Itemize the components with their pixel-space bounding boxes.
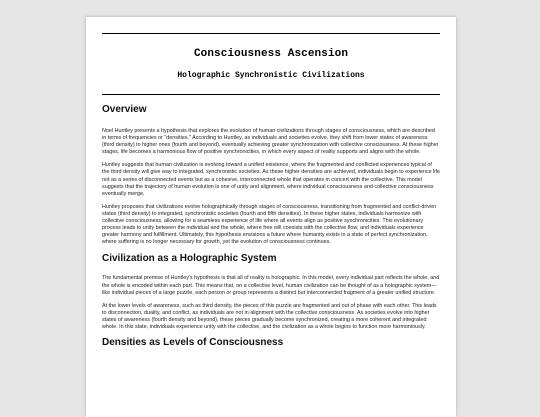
paragraph: Noel Huntley presents a hypothesis that explores the evolution of human civilizations through stages of consciousness, which are described in terms of frequencies or "densities." According to Huntley, as individuals and societies evolve, they shift from lower states of awareness (third density) to higher ones (fourth and beyond), eventually achieving greater synchronization with collective consciousness. At these higher stages, life becomes a harmonious flow of positive synchronicities, in which every aspect of reality supports and aligns with the whole. (102, 128, 439, 156)
paragraph: The fundamental premise of Huntley's hypothesis is that all of reality is holographic. In this model, every individual part reflects the whole, and the whole is encoded within each part. This means that, on a collective level, human civilization can be thought of as a holographic system—like individual pieces of a large puzzle, each person or group represents a distinct but interconnected fragment of a greater unified structure. (102, 275, 440, 296)
title-block (102, 33, 440, 95)
section-heading: Civilization as a Holographic System (102, 253, 277, 265)
section-civilization-holographic (102, 253, 440, 331)
section-densities (102, 337, 440, 349)
document-subtitle: Holographic Synchronistic Civilizations (177, 71, 365, 80)
section-overview (102, 104, 440, 246)
document-title: Consciousness Ascension (193, 48, 349, 60)
paragraph: At the lower levels of awareness, such as third density, the pieces of this puzzle are fragmented and out of phase with each other. This leads to disconnection, duality, and conflict, as individuals are not in alignment with the collective consciousness. As societies evolve into higher states of awareness (fourth density and beyond), these pieces gradually become synchronized, creating a more coherent and integrated whole. In this state, individuals experience unity with the collective, and the civilization as a whole begins to function more harmoniously. (102, 302, 437, 330)
section-heading: Densities as Levels of Consciousness (102, 337, 284, 349)
document-page (86, 17, 456, 417)
paragraph: Huntley proposes that civilizations evolve holographically through stages of consciousness, transitioning from fragmented and conflict-driven states (third density) to integrated, synchronistic societies (fourth and fifth densities). In these higher states, individuals harmonize with collective consciousness, allowing for a seamless experience of life where all events align as positive synchronicities. This evolutionary process leads to unity between the individual and the whole, where free will coexists with the collective flow, and individuals experience greater harmony and fulfillment. Ultimately, this hypothesis envisions a future where humanity exists in a state of perfect synchronization, where suffering is no longer necessary for growth, yet the evolution of consciousness continues. (102, 203, 437, 246)
section-heading: Overview (102, 104, 147, 115)
paragraph: Huntley suggests that human civilization is evolving toward a unified existence, where the fragmented and conflicted experiences typical of the third density will give way to integrated, synchronistic societies. As these higher densities are achieved, individuals begin to experience life not as a series of disconnected events but as a cohesive, interconnected whole that operates in concert with the collective. This model suggests that the trajectory of human evolution is one of unity and alignment, where individual consciousness and collective consciousness eventually merge. (102, 162, 440, 197)
